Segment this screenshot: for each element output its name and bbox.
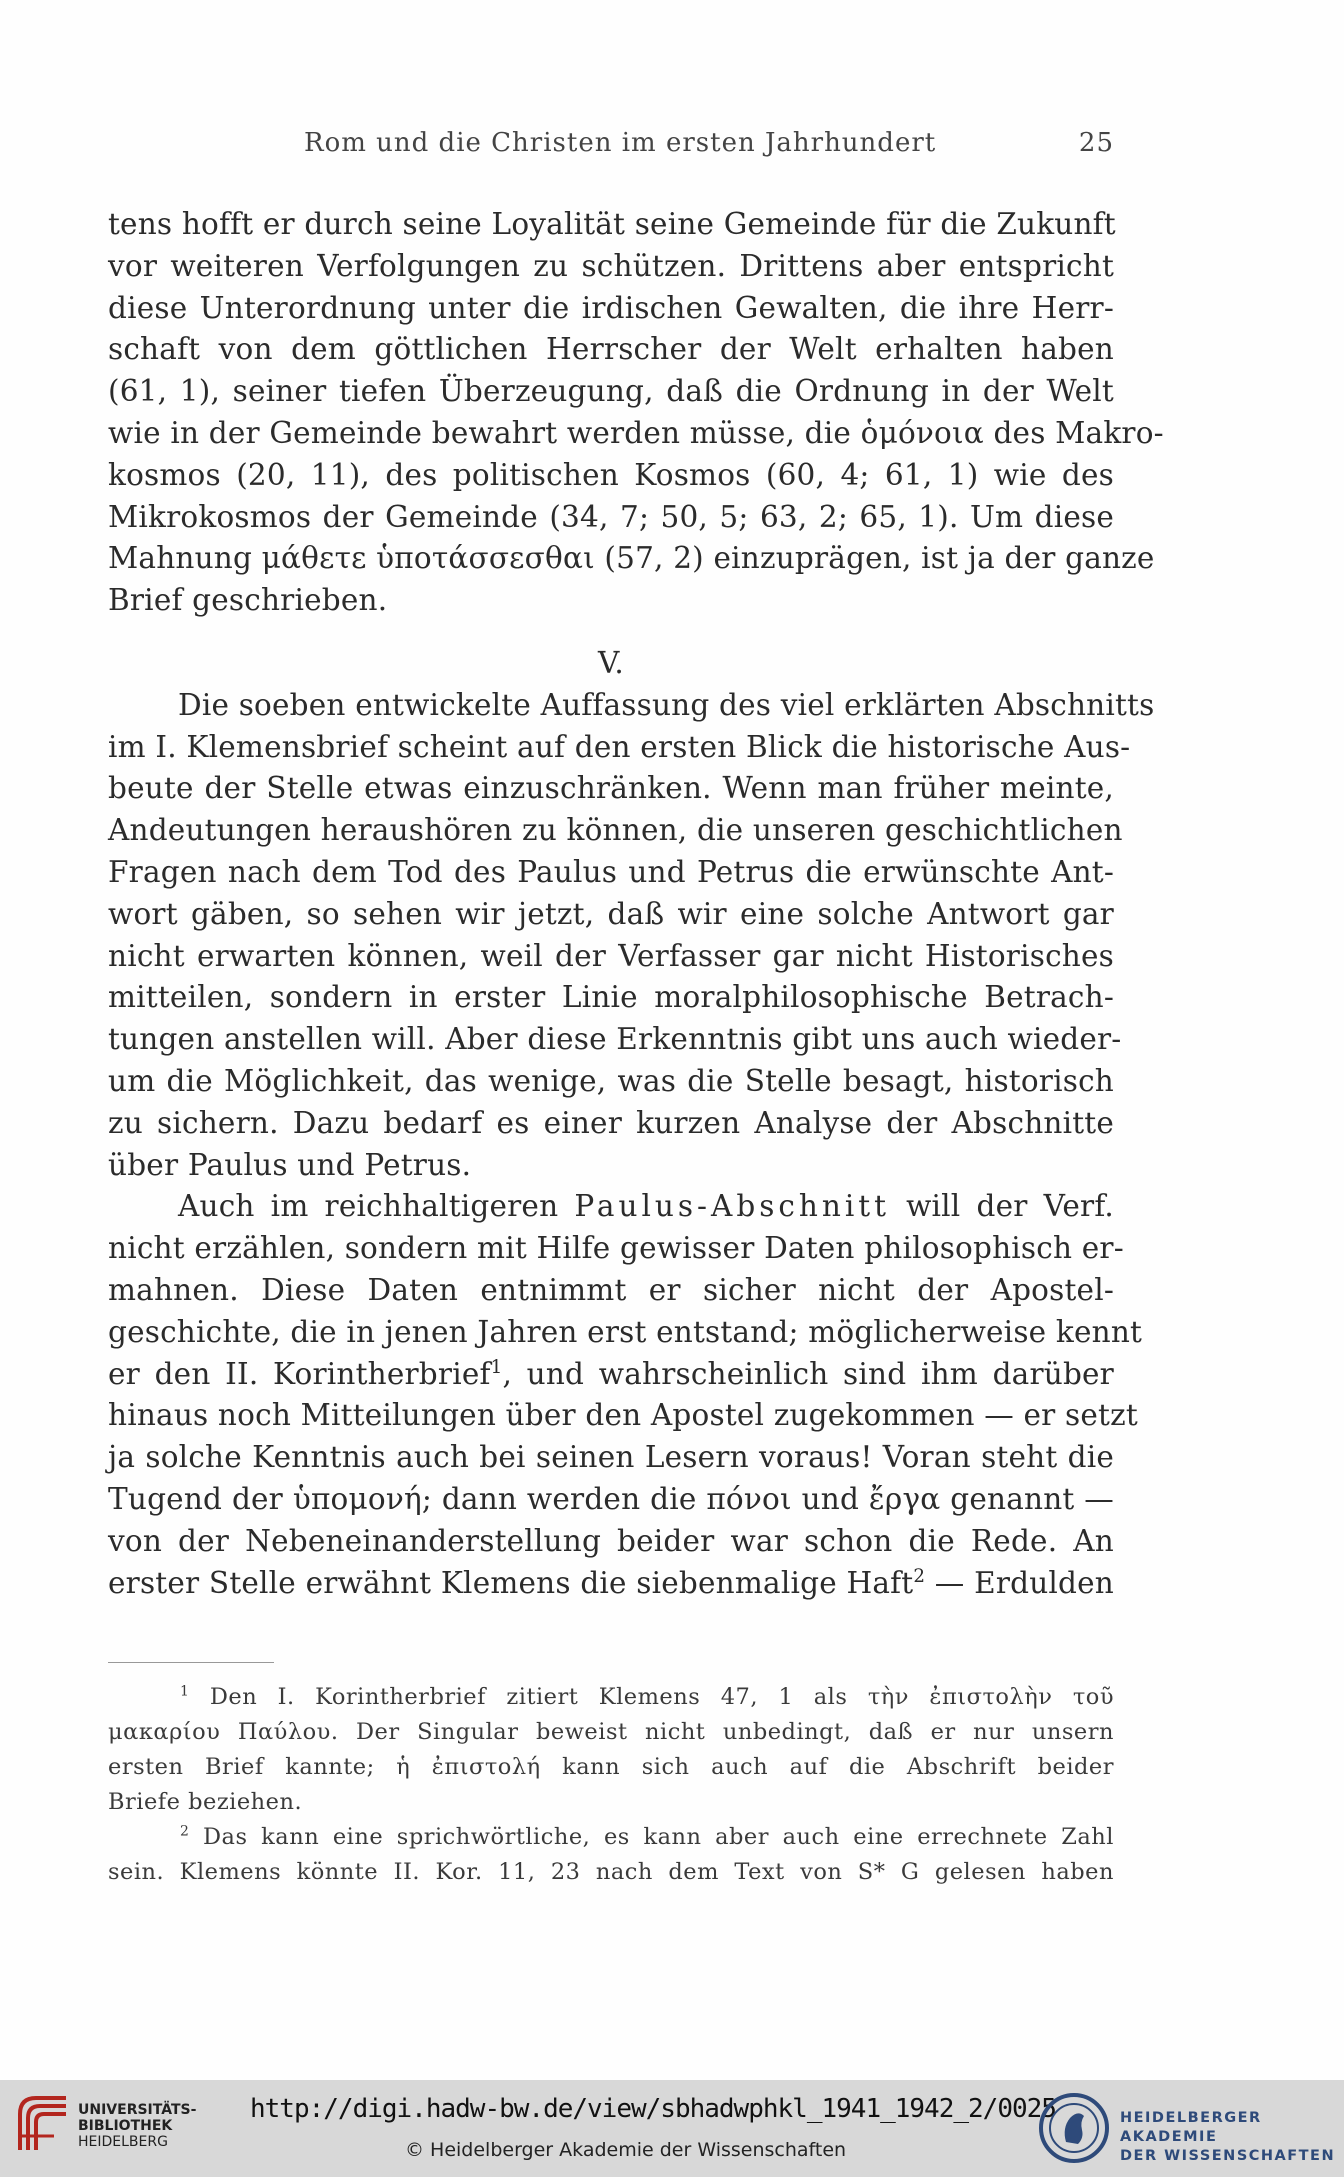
text-line: geschichte, die in jenen Jahren erst entstand; möglicherweise kennt	[108, 1314, 1143, 1349]
academy-seal-icon[interactable]	[1038, 2092, 1110, 2164]
footnote-line: sein. Klemens könnte II. Kor. 11, 23 nach dem Text von S* G gelesen haben	[108, 1859, 1114, 1885]
text-line: nicht erwarten können, weil der Verfasser gar nicht Historisches	[108, 938, 1114, 973]
footnote-marker-2: 2	[180, 1823, 190, 1840]
running-title: Rom und die Christen im ersten Jahrhundert	[304, 128, 937, 158]
footnote-line: ersten Brief kannte; ἡ ἐπιστολή kann sich auch auf die Abschrift beider	[108, 1754, 1114, 1780]
text-line: Andeutungen heraushören zu können, die unseren geschichtlichen	[108, 813, 1123, 848]
text-line: Mahnung μάθετε ὑποτάσσεσθαι (57, 2) einzuprägen, ist ja der ganze	[108, 541, 1155, 576]
text-line: zu sichern. Dazu bedarf es einer kurzen Analyse der Abschnitte	[108, 1105, 1114, 1140]
text-line: Fragen nach dem Tod des Paulus und Petrus die erwünschte Ant-	[108, 854, 1114, 889]
text-line: vor weiteren Verfolgungen zu schützen. Drittens aber entspricht	[108, 248, 1114, 283]
text-line: mitteilen, sondern in erster Linie moralphilosophische Betrach-	[108, 980, 1114, 1015]
text-line: von der Nebeneinanderstellung beider war schon die Rede. An	[108, 1523, 1114, 1558]
text-line: Brief geschrieben.	[108, 583, 388, 618]
university-library-name: UNIVERSITÄTS- BIBLIOTHEK HEIDELBERG	[78, 2102, 197, 2150]
text-line: über Paulus und Petrus.	[108, 1147, 472, 1182]
text-line: Tugend der ὑπομονή; dann werden die πόνοι und ἔργα genannt —	[108, 1481, 1114, 1516]
footnote-line: $^1$ Den I. Korintherbrief zitiert Klemens 47, 1 als τὴν ἐπιστολὴν τοῦ	[180, 1683, 1114, 1710]
text-line: Auch im reichhaltigeren Paulus-Abschnitt will der Verf.	[178, 1189, 1114, 1224]
text-line: diese Unterordnung unter die irdischen Gewalten, die ihre Herr-	[108, 290, 1114, 325]
text-line: hinaus noch Mitteilungen über den Apostel zugekommen — er setzt	[108, 1398, 1138, 1433]
body-text	[108, 204, 1164, 1604]
footnote-ref-2[interactable]: 2	[913, 1565, 926, 1587]
permalink-url[interactable]: http://digi.hadw-bw.de/view/sbhadwphkl_1941_1942_2/0025	[250, 2094, 1056, 2124]
emphasized-term: Paulus-Abschnitt	[574, 1189, 891, 1224]
footnote-ref-1[interactable]: 1	[490, 1356, 503, 1378]
footnote-divider	[108, 1662, 274, 1663]
text-line: Die soeben entwickelte Auffassung des viel erklärten Abschnitts	[178, 687, 1155, 722]
text-line: wie in der Gemeinde bewahrt werden müsse, die ὁμόνοια des Makro-	[108, 415, 1164, 450]
copyright-notice: © Heidelberger Akademie der Wissenschaften	[405, 2139, 847, 2161]
text-line: wort gäben, so sehen wir jetzt, daß wir eine solche Antwort gar	[108, 896, 1114, 931]
text-line: erster Stelle erwähnt Klemens die siebenmalige Haft$^2$ — Erdulden	[108, 1565, 1114, 1600]
text-line: tungen anstellen will. Aber diese Erkenntnis gibt uns auch wieder-	[108, 1022, 1122, 1057]
text-line: nicht erzählen, sondern mit Hilfe gewisser Daten philosophisch er-	[108, 1231, 1124, 1266]
text-line: schaft von dem göttlichen Herrscher der Welt erhalten haben	[108, 332, 1114, 367]
footnote-line: μακαρίου Παύλου. Der Singular beweist nicht unbedingt, daß er nur unsern	[108, 1719, 1114, 1745]
running-head	[108, 128, 1114, 168]
text-line: er den II. Korintherbrief$^1$, und wahrscheinlich sind ihm darüber	[108, 1356, 1114, 1391]
academy-name: HEIDELBERGER AKADEMIE DER WISSENSCHAFTEN	[1120, 2110, 1336, 2164]
text-line: (61, 1), seiner tiefen Überzeugung, daß die Ordnung in der Welt	[108, 374, 1114, 409]
footnote-line: Briefe beziehen.	[108, 1789, 303, 1815]
section-heading: V.	[598, 645, 624, 680]
text-line: beute der Stelle etwas einzuschränken. Wenn man früher meinte,	[108, 771, 1114, 806]
text-line: mahnen. Diese Daten entnimmt er sicher nicht der Apostel-	[108, 1272, 1114, 1307]
text-line: kosmos (20, 11), des politischen Kosmos (60, 4; 61, 1) wie des	[108, 457, 1114, 492]
text-line: im I. Klemensbrief scheint auf den ersten Blick die historische Aus-	[108, 729, 1131, 764]
university-library-logo-icon[interactable]	[14, 2092, 74, 2156]
footnote-marker-1: 1	[180, 1683, 190, 1700]
text-line: ja solche Kenntnis auch bei seinen Lesern voraus! Voran steht die	[108, 1440, 1114, 1475]
text-line: tens hofft er durch seine Loyalität seine Gemeinde für die Zukunft	[108, 207, 1116, 241]
footnotes	[108, 1680, 1114, 1890]
text-line: um die Möglichkeit, das wenige, was die Stelle besagt, historisch	[108, 1063, 1114, 1098]
footnote-line: $^2$ Das kann eine sprichwörtliche, es kann aber auch eine errechnete Zahl	[180, 1823, 1114, 1850]
text-line: Mikrokosmos der Gemeinde (34, 7; 50, 5; 63, 2; 65, 1). Um diese	[108, 499, 1114, 534]
digitization-footer	[0, 2080, 1344, 2177]
page-number: 25	[1078, 128, 1114, 158]
